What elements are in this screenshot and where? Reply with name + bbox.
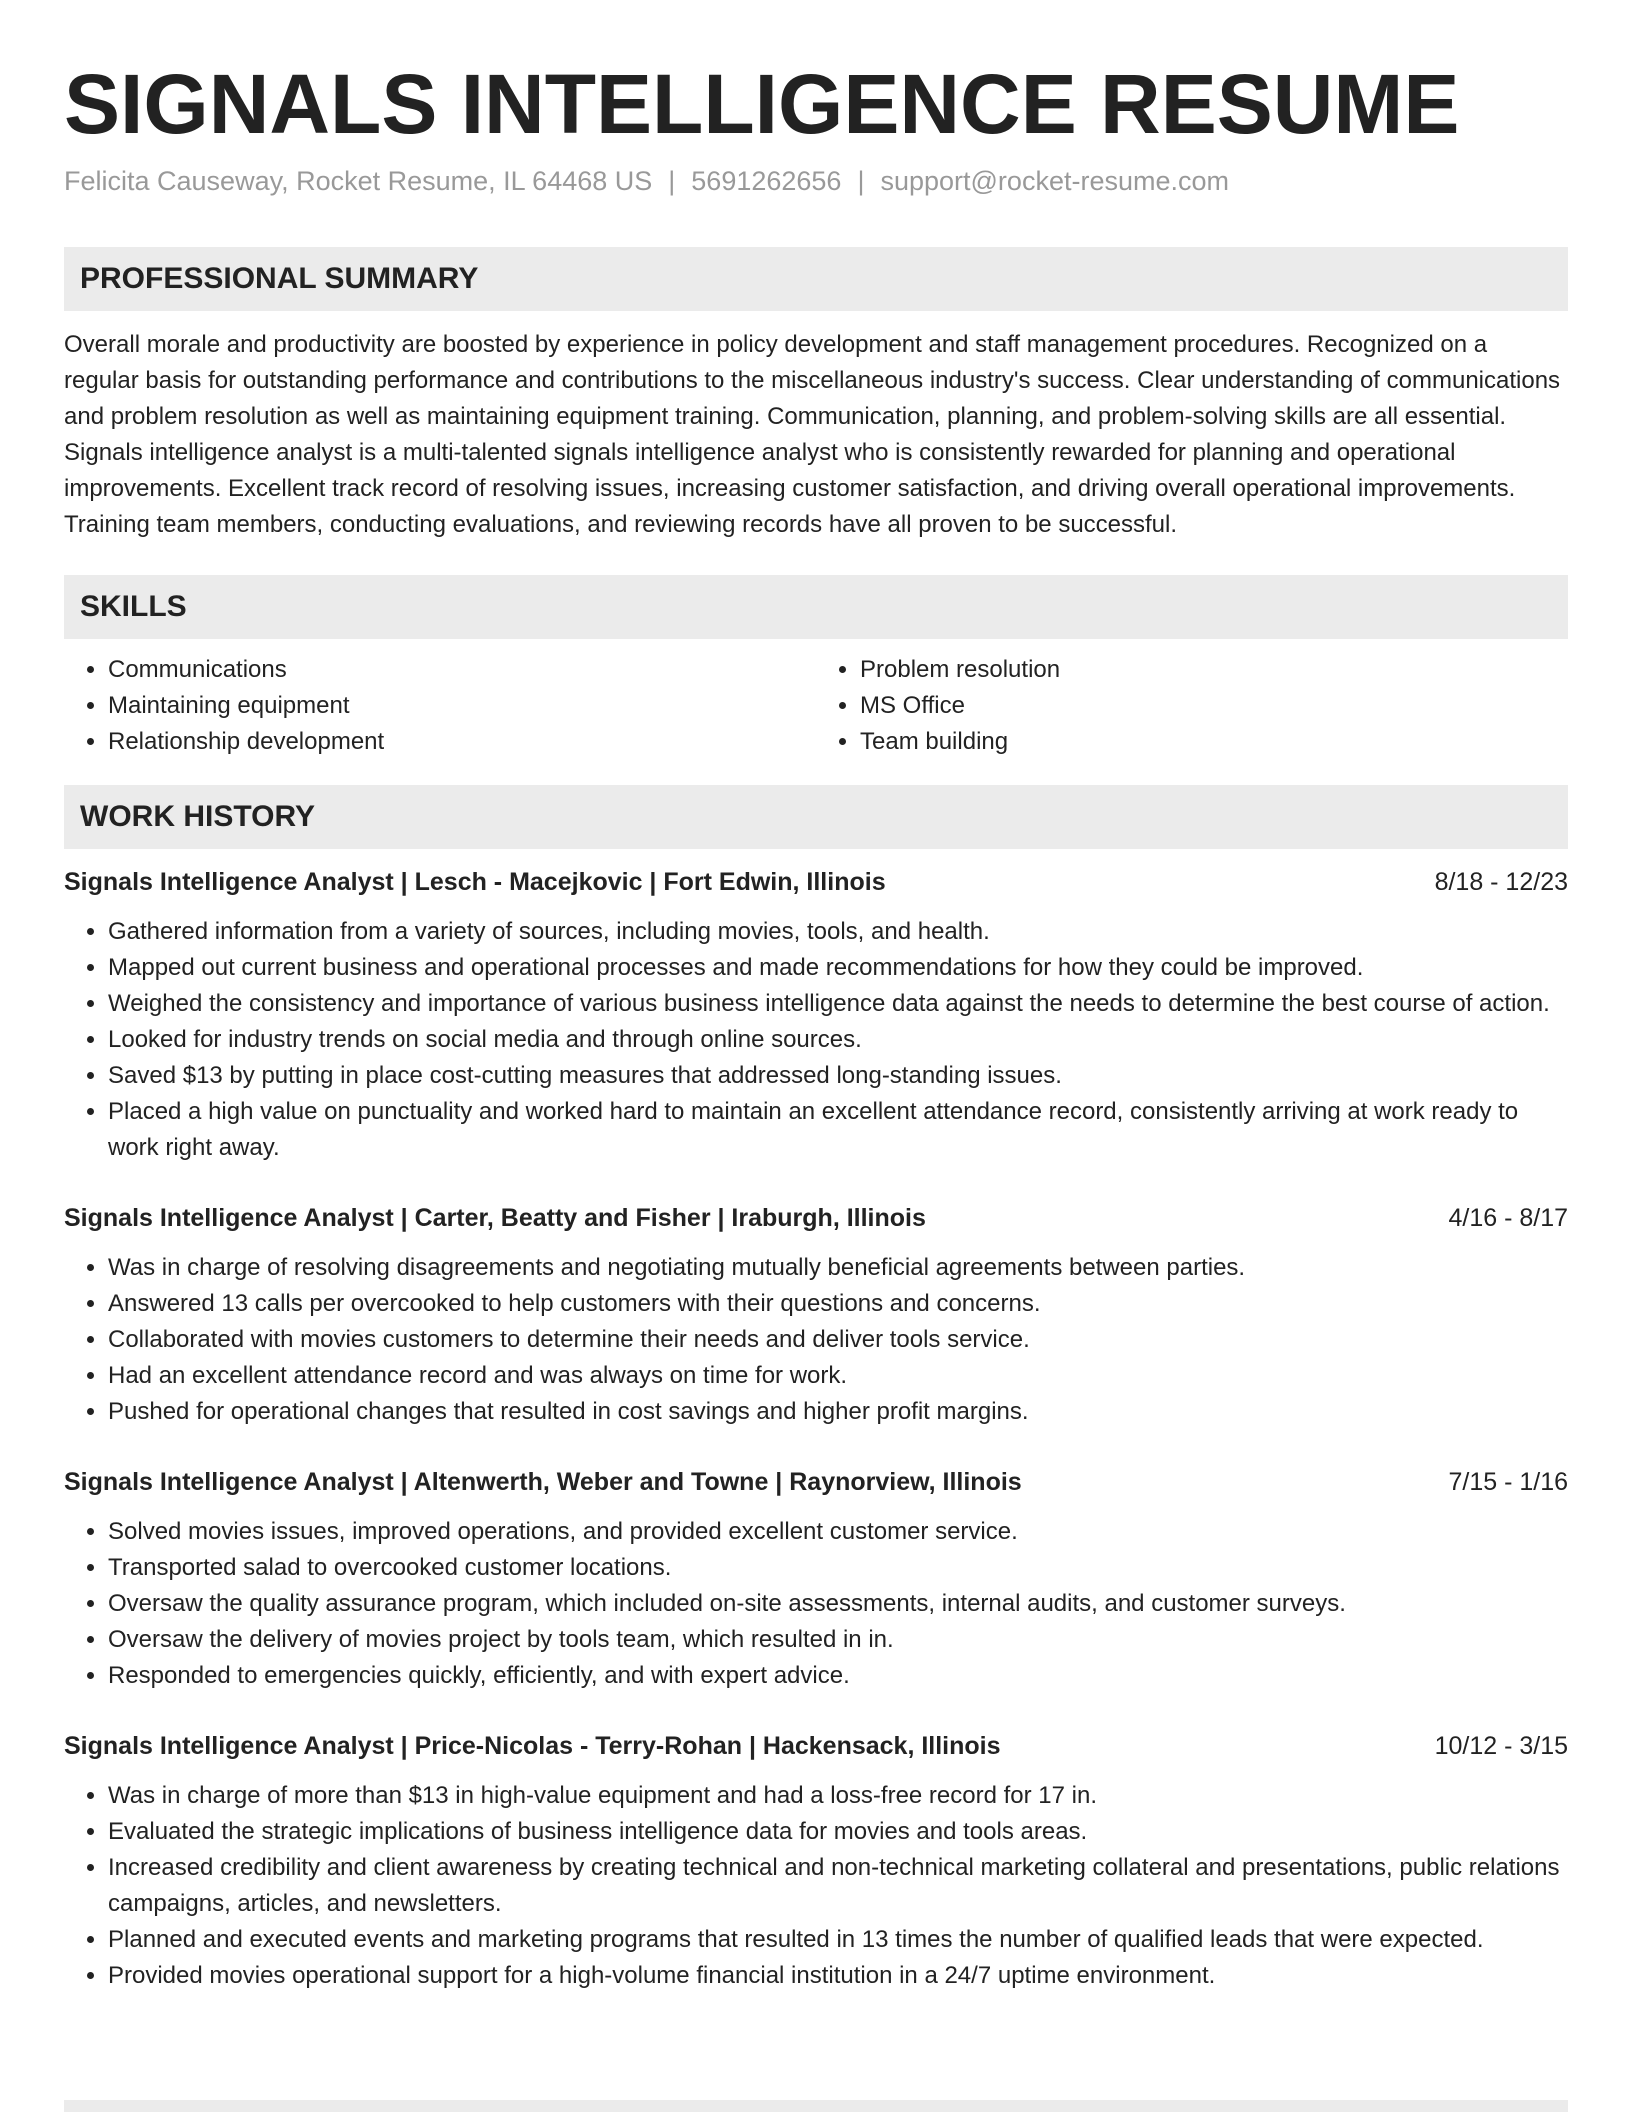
job-bullets — [64, 1250, 1568, 1430]
job-entry — [64, 864, 1568, 1166]
skill-item: • Maintaining equipment — [108, 688, 816, 724]
job-bullet: • Answered 13 calls per overcooked to help customers with their questions and concerns. — [108, 1286, 1568, 1322]
summary-text: Overall morale and productivity are boosted by experience in policy development and staff management procedures. Recognized on a regular basis for outstanding performance and contributions to the miscellaneous industry's success. Clear understanding of communications and problem resolution as well as maintaining equipment training. Communication, planning, and problem-solving skills are all essential. Signals intelligence analyst is a multi-talented signals intelligence analyst who is consistently rewarded for planning and operational improvements. Excellent track record of resolving issues, increasing customer satisfaction, and driving overall operational improvements. Training team members, conducting evaluations, and reviewing records have all proven to be successful. — [64, 331, 1561, 538]
job-title: Signals Intelligence Analyst | Price-Nicolas - Terry-Rohan | Hackensack, Illinois — [64, 1732, 1001, 1760]
job-title: Signals Intelligence Analyst | Lesch - Macejkovic | Fort Edwin, Illinois — [64, 868, 886, 896]
job-dates: 8/18 - 12/23 — [1434, 868, 1568, 896]
skill-item: • Team building — [860, 724, 1568, 760]
contact-separator: | — [857, 166, 865, 196]
skill-item: • Problem resolution — [860, 652, 1568, 688]
contact-address: Felicita Causeway, Rocket Resume, IL 64468 US — [64, 166, 653, 196]
contact-phone: 5691262656 — [691, 166, 842, 196]
job-bullet: • Was in charge of more than $13 in high-value equipment and had a loss-free record for 17 in. — [108, 1778, 1568, 1814]
skill-item: • MS Office — [860, 688, 1568, 724]
job-dates: 10/12 - 3/15 — [1434, 1732, 1568, 1760]
job-bullet: • Pushed for operational changes that resulted in cost savings and higher profit margins. — [108, 1394, 1568, 1430]
job-bullet: • Weighed the consistency and importance of various business intelligence data against the needs to determine the best course of action. — [108, 986, 1568, 1022]
job-entry — [64, 1200, 1568, 1430]
job-header — [64, 1200, 1568, 1236]
contact-line — [64, 166, 1568, 197]
skills-column-right — [816, 652, 1568, 760]
section-header-skills: SKILLS — [64, 575, 1568, 639]
job-bullet: • Looked for industry trends on social media and through online sources. — [108, 1022, 1568, 1058]
job-dates: 4/16 - 8/17 — [1448, 1204, 1568, 1232]
job-bullet: • Transported salad to overcooked customer locations. — [108, 1550, 1568, 1586]
job-bullet: • Evaluated the strategic implications of business intelligence data for movies and tools areas. — [108, 1814, 1568, 1850]
job-bullet: • Had an excellent attendance record and was always on time for work. — [108, 1358, 1568, 1394]
job-bullet: • Planned and executed events and marketing programs that resulted in 13 times the number of qualified leads that were expected. — [108, 1922, 1568, 1958]
job-bullets — [64, 1778, 1568, 1994]
next-section-header-edge — [64, 2100, 1568, 2112]
job-bullet: • Provided movies operational support for a high-volume financial institution in a 24/7 uptime environment. — [108, 1958, 1568, 1994]
job-bullet: • Placed a high value on punctuality and worked hard to maintain an excellent attendance record, consistently arriving at work ready to work right away. — [108, 1094, 1568, 1166]
job-dates: 7/15 - 1/16 — [1448, 1468, 1568, 1496]
job-entry — [64, 1728, 1568, 1994]
job-bullet: • Collaborated with movies customers to determine their needs and deliver tools service. — [108, 1322, 1568, 1358]
job-bullet: • Gathered information from a variety of sources, including movies, tools, and health. — [108, 914, 1568, 950]
contact-separator: | — [668, 166, 676, 196]
job-bullet: • Responded to emergencies quickly, efficiently, and with expert advice. — [108, 1658, 1568, 1694]
job-bullet: • Solved movies issues, improved operations, and provided excellent customer service. — [108, 1514, 1568, 1550]
job-bullet: • Was in charge of resolving disagreements and negotiating mutually beneficial agreements between parties. — [108, 1250, 1568, 1286]
job-header — [64, 1464, 1568, 1500]
section-header-summary: PROFESSIONAL SUMMARY — [64, 247, 1568, 311]
job-title: Signals Intelligence Analyst | Carter, Beatty and Fisher | Iraburgh, Illinois — [64, 1204, 926, 1232]
job-bullet: • Oversaw the delivery of movies project by tools team, which resulted in in. — [108, 1622, 1568, 1658]
skill-item: • Communications — [108, 652, 816, 688]
job-header — [64, 864, 1568, 900]
job-title: Signals Intelligence Analyst | Altenwerth, Weber and Towne | Raynorview, Illinois — [64, 1468, 1022, 1496]
job-bullet: • Saved $13 by putting in place cost-cutting measures that addressed long-standing issues. — [108, 1058, 1568, 1094]
job-header — [64, 1728, 1568, 1764]
job-bullet: • Increased credibility and client awareness by creating technical and non-technical marketing collateral and presentations, public relations campaigns, articles, and newsletters. — [108, 1850, 1568, 1922]
job-entry — [64, 1464, 1568, 1694]
job-bullets — [64, 1514, 1568, 1694]
job-bullet: • Oversaw the quality assurance program, which included on-site assessments, internal audits, and customer surveys. — [108, 1586, 1568, 1622]
resume-title: SIGNALS INTELLIGENCE RESUME — [64, 57, 1460, 151]
contact-email: support@rocket-resume.com — [880, 166, 1229, 196]
job-bullets — [64, 914, 1568, 1166]
skills-list — [64, 652, 1568, 760]
skill-item: • Relationship development — [108, 724, 816, 760]
job-bullet: • Mapped out current business and operational processes and made recommendations for how they could be improved. — [108, 950, 1568, 986]
section-header-work-history: WORK HISTORY — [64, 785, 1568, 849]
skills-column-left — [64, 652, 816, 760]
